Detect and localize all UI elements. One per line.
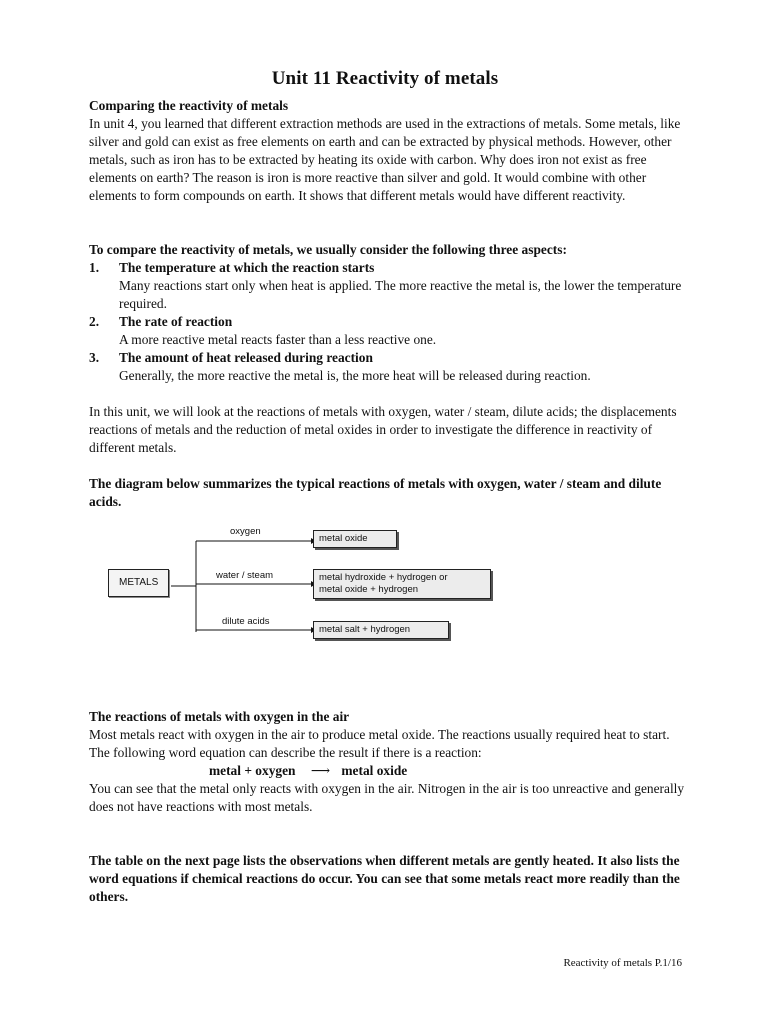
equation-arrow-icon: ⟶ [310, 763, 331, 778]
aspects-section [89, 241, 689, 385]
branch-label-oxygen: oxygen [230, 526, 261, 537]
unit-intro-text: In this unit, we will look at the reactions of metals with oxygen, water / steam, dilute acids; the displacements reactions of metals and the reduction of metal oxides in order to investigate the difference in reactivity of different metals. [89, 404, 677, 455]
oxygen-section [89, 708, 689, 816]
branch-label-acids: dilute acids [222, 616, 270, 627]
product-box-oxide: metal oxide [313, 530, 397, 548]
aspect-text: Generally, the more reactive the metal is, the more heat will be released during reaction. [119, 368, 591, 383]
unit-intro-paragraph [89, 403, 689, 457]
reactions-diagram [106, 524, 506, 649]
aspect-text: Many reactions start only when heat is applied. The more reactive the metal is, the lower the temperature required. [119, 278, 682, 311]
oxygen-heading: The reactions of metals with oxygen in the air [89, 709, 350, 724]
aspect-number: 2. [89, 314, 100, 329]
oxygen-body: Most metals react with oxygen in the air to produce metal oxide. The reactions usually required heat to start. The following word equation can describe the result if there is a reaction: [89, 727, 670, 760]
aspect-number: 3. [89, 350, 100, 365]
aspect-heading: The temperature at which the reaction starts [119, 260, 375, 275]
word-equation [89, 762, 689, 780]
branch-label-water: water / steam [216, 570, 274, 581]
aspect-heading: The rate of reaction [119, 314, 233, 329]
aspect-number: 1. [89, 260, 100, 275]
section-body: In unit 4, you learned that different extraction methods are used in the extractions of metals. Some metals, like silver and gold can exist as free elements on earth and can be extracted by physical methods. However, other metals, such as iron has to be extracted by heating its oxide with carbon. Why does iron not exist as free elements on earth? The reason is iron is more reactive than silver and gold. It would combine with other elements to form compounds on earth. It shows that different metals would have different reactivity. [89, 116, 681, 203]
product-line: metal oxide + hydrogen [319, 584, 419, 595]
metals-box: METALS [108, 569, 169, 597]
aspect-heading: The amount of heat released during reaction [119, 350, 373, 365]
equation-right: metal oxide [341, 763, 408, 778]
aspect-item [89, 259, 689, 313]
diagram-intro [89, 475, 689, 511]
product-box-hydroxide [313, 569, 491, 599]
closing-paragraph [89, 852, 689, 906]
aspect-item [89, 313, 689, 349]
product-box-salt: metal salt + hydrogen [313, 621, 449, 639]
oxygen-after: You can see that the metal only reacts with oxygen in the air. Nitrogen in the air is too unreactive and generally does not have reactions with most metals. [89, 781, 685, 814]
equation-left: metal + oxygen [209, 763, 296, 778]
page-title: Unit 11 Reactivity of metals [271, 68, 499, 89]
diagram-intro-text: The diagram below summarizes the typical reactions of metals with oxygen, water / steam and dilute acids. [89, 476, 662, 509]
closing-text: The table on the next page lists the observations when different metals are gently heated. It also lists the word equations if chemical reactions do occur. You can see that some metals react more readily than the others. [89, 853, 680, 904]
aspect-item [89, 349, 689, 385]
product-line: metal hydroxide + hydrogen or [319, 572, 448, 583]
section-heading: Comparing the reactivity of metals [89, 98, 289, 113]
section-comparing [89, 97, 689, 205]
aspect-text: A more reactive metal reacts faster than a less reactive one. [119, 332, 437, 347]
page-footer: Reactivity of metals P.1/16 [563, 957, 682, 969]
aspects-intro: To compare the reactivity of metals, we usually consider the following three aspects: [89, 242, 567, 257]
